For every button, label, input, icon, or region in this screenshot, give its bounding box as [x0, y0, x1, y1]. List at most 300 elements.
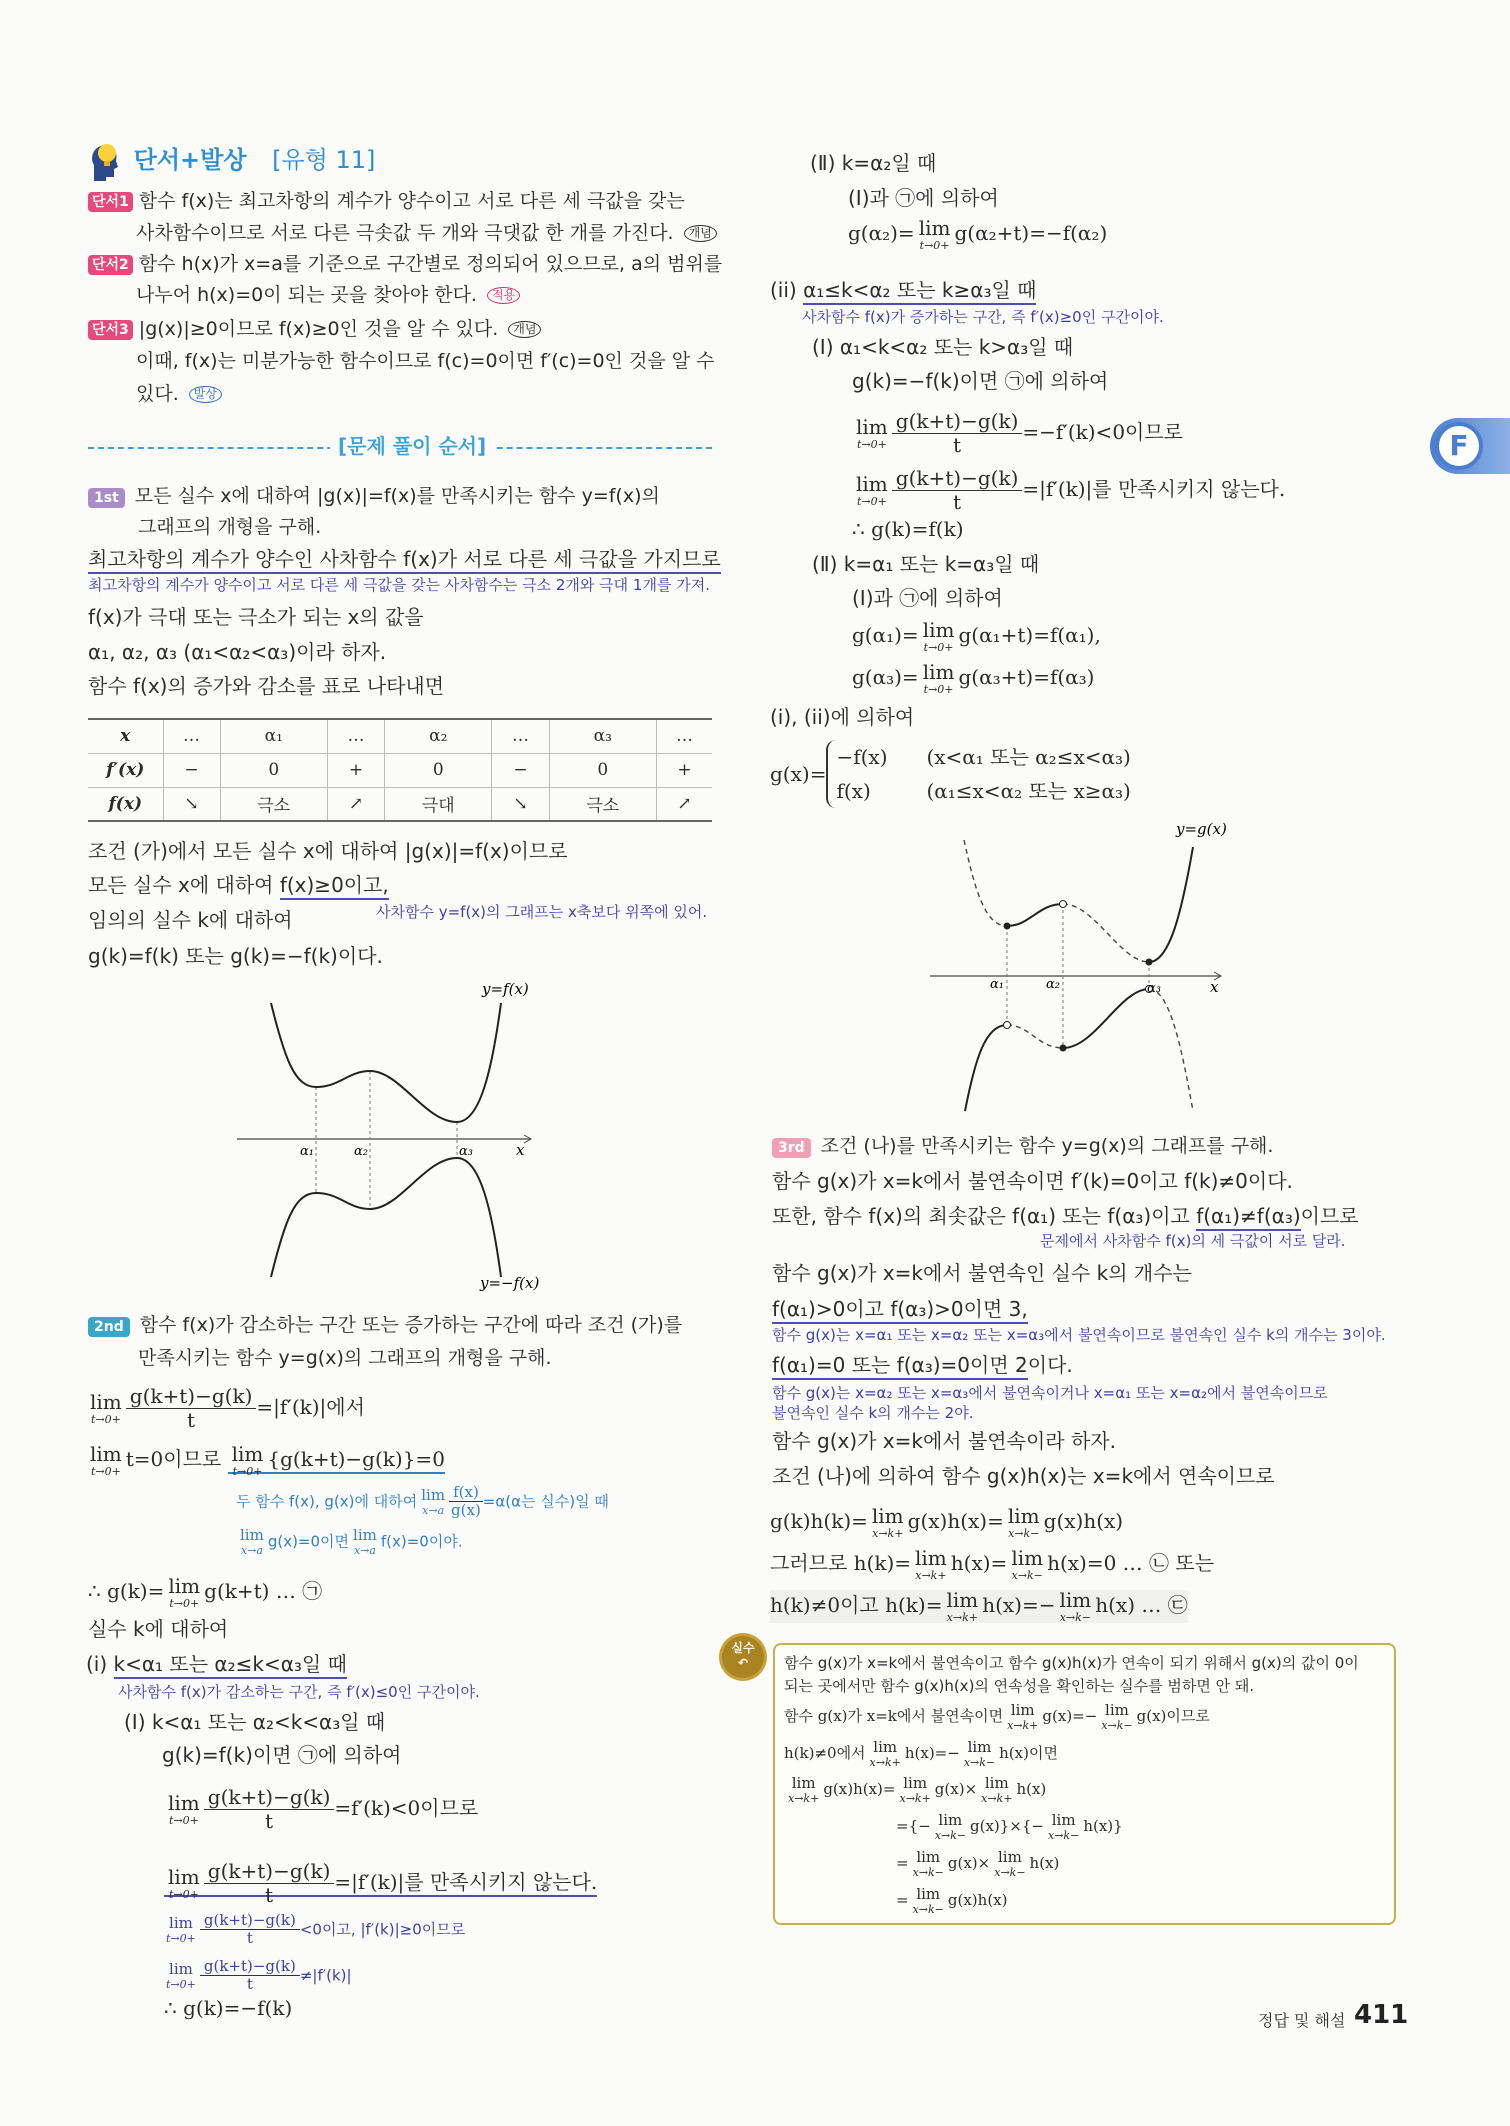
text: h(x) … ㉢: [1095, 1593, 1188, 1617]
cell: α₂: [385, 719, 492, 753]
text: 두 함수 f(x), g(x)에 대하여: [236, 1492, 418, 1511]
lim-text: lim: [1010, 1701, 1035, 1719]
text: h(x)=0 … ㉡ 또는: [1047, 1551, 1215, 1575]
fraction: [200, 1958, 300, 1994]
text: =: [896, 1891, 909, 1909]
chapter-letter: F: [1435, 422, 1483, 470]
lim-subscript: x→k−: [963, 1756, 996, 1769]
text: h(x)}: [1083, 1817, 1123, 1835]
text: h(k)≠0에서: [784, 1744, 866, 1762]
text: h(x)=: [950, 1551, 1008, 1575]
lim-subscript: t→0+: [923, 641, 954, 654]
equation: [86, 1444, 445, 1477]
text-line: (i), (ii)에 의하여: [770, 705, 915, 729]
label-alpha2: α₂: [354, 1144, 368, 1159]
lim-subscript: x→k+: [981, 1792, 1013, 1805]
hint-text: |g(x)|≥0이므로 f(x)≥0인 것을 알 수 있다.: [138, 318, 499, 340]
lim-text: lim: [967, 1738, 992, 1756]
lim-text: lim: [918, 216, 951, 240]
case-i: [86, 1651, 347, 1677]
lim-subscript: x→k−: [912, 1866, 944, 1879]
equation: [852, 467, 1285, 514]
label-alpha3: α₃: [1147, 981, 1161, 996]
lim-subscript: x→k−: [1048, 1829, 1080, 1842]
equation: [784, 1776, 1046, 1804]
lim-text: lim: [1011, 1546, 1044, 1570]
lim-text: lim: [169, 1913, 193, 1932]
cell: x: [88, 719, 163, 753]
lim-subscript: t→0+: [232, 1465, 263, 1478]
text: 또한, 함수 f(x)의 최솟값은 f(α₁) 또는 f(α₃)이고: [772, 1204, 1190, 1228]
lim-subscript: x→k−: [1011, 1569, 1043, 1582]
text-line: (Ⅰ) k<α₁ 또는 α₂<k<α₃일 때: [124, 1710, 386, 1734]
lim-text: lim: [946, 1588, 979, 1612]
lim-subscript: t→0+: [168, 1888, 199, 1901]
limit-operator: [856, 417, 888, 450]
text: (i): [86, 1652, 108, 1676]
text-line: 조건 (나)에 의하여 함수 g(x)h(x)는 x=k에서 연속이므로: [772, 1464, 1275, 1488]
note: [162, 1912, 465, 1948]
text: g(x)h(x)=: [823, 1780, 896, 1798]
lim-subscript: x→a: [240, 1544, 263, 1557]
text: g(x)이므로: [1136, 1707, 1210, 1725]
lim-text: lim: [1051, 1811, 1076, 1829]
lim-subscript: x→k+: [872, 1527, 904, 1540]
limit-operator: [1060, 1590, 1092, 1623]
lim-text: lim: [231, 1442, 264, 1466]
lim-text: lim: [168, 1791, 200, 1815]
equation: [896, 1887, 1007, 1915]
apply-tag: 적용: [487, 287, 520, 304]
lim-text: lim: [873, 1738, 898, 1756]
text-line: (Ⅱ) k=α₁ 또는 k=α₃일 때: [812, 552, 1040, 576]
fraction: [449, 1484, 483, 1520]
lim-subscript: x→k+: [915, 1569, 947, 1582]
step1-heading: [88, 483, 660, 509]
filled-point: [1146, 959, 1153, 966]
step3-heading: [772, 1133, 1273, 1159]
text: g(x)}×{−: [970, 1817, 1044, 1835]
text: (ii): [770, 278, 797, 302]
lim-text: lim: [938, 1811, 963, 1829]
cell: ↗: [327, 787, 384, 821]
graph-g: [920, 820, 1260, 1120]
text: f(x)=0이야.: [380, 1532, 463, 1551]
equation: [852, 662, 1094, 695]
text-line: 되는 곳에서만 함수 g(x)h(x)의 연속성을 확인하는 실수를 범하면 안 돼.: [784, 1677, 1255, 1695]
underlined-text: α₁≤k<α₂ 또는 k≥α₃일 때: [803, 278, 1036, 305]
text: g(x)h(x): [947, 1891, 1008, 1909]
label-y-neg-f: y=−f(x): [480, 1274, 540, 1292]
hint-title: 단서+발상: [133, 146, 247, 174]
underlined-text: 최고차항의 계수가 양수인 사차함수 f(x)가 서로 다른 세 극값을 가지므로: [88, 547, 721, 574]
filled-point: [1060, 1045, 1067, 1052]
numerator: g(k+t)−g(k): [204, 1860, 335, 1884]
note: 불연속인 실수 k의 개수는 2야.: [772, 1404, 974, 1422]
text-line: 함수 g(x)가 x=k에서 불연속이라 하자.: [772, 1429, 1116, 1453]
text-line: 함수 f(x)의 증가와 감소를 표로 나타내면: [88, 674, 445, 698]
text-line: [772, 1352, 1073, 1378]
lim-subscript: t→0+: [90, 1465, 121, 1478]
text: g(x)=−: [1042, 1707, 1098, 1725]
lim-text: lim: [916, 1848, 941, 1866]
text: g(k)h(k)=: [770, 1509, 868, 1533]
fraction: [204, 1860, 335, 1907]
problem-type: [유형 11]: [272, 146, 376, 174]
cell: −: [492, 753, 549, 787]
fraction: [204, 1786, 335, 1833]
lim-subscript: t→0+: [166, 1977, 196, 1991]
fraction: [892, 467, 1023, 514]
label-x: x: [1210, 978, 1219, 996]
label-y-f: y=f(x): [482, 980, 529, 998]
open-point: [1060, 901, 1067, 908]
underlined-text: [228, 1442, 445, 1478]
cell: ↘: [163, 787, 220, 821]
footer-label: 정답 및 해설: [1258, 2011, 1346, 2030]
text: g(α₃)=: [852, 665, 919, 689]
curve-f: [271, 1003, 501, 1122]
denominator: t: [246, 1975, 253, 1994]
text-line: (Ⅰ) α₁<k<α₂ 또는 k>α₃일 때: [812, 335, 1074, 359]
lim-text: lim: [903, 1774, 928, 1792]
limit-operator: [946, 1590, 978, 1623]
hint-badge: 단서2: [88, 255, 133, 275]
text: g(x)=0이면: [267, 1532, 350, 1551]
limit-operator: [856, 474, 888, 507]
text: g(α₁)=: [852, 623, 919, 647]
text: 이다.: [1027, 1353, 1073, 1377]
text-line: 함수 g(x)가 x=k에서 불연속이면 f′(k)=0이고 f(k)≠0이다.: [772, 1169, 1293, 1193]
lim-text: lim: [922, 618, 955, 642]
lim-text: lim: [168, 1574, 201, 1598]
limit-operator: [923, 620, 955, 653]
note: 문제에서 사차함수 f(x)의 세 극값이 서로 달라.: [1040, 1232, 1346, 1250]
equation: [784, 1703, 1210, 1731]
label-alpha1: α₁: [990, 977, 1004, 992]
hint-text: 이때, f(x)는 미분가능한 함수이므로 f(c)=0이면 f′(c)=0인 것을 알 수: [136, 350, 715, 372]
lim-text: lim: [856, 415, 888, 439]
text: g(x)h(x)=: [907, 1509, 1004, 1533]
lim-text: lim: [916, 1885, 941, 1903]
cell: +: [656, 753, 712, 787]
curve-g-segment: [1063, 989, 1149, 1048]
lim-subscript: x→k+: [869, 1756, 901, 1769]
limit-operator: [935, 1813, 966, 1841]
text-line: g(k)=f(k) 또는 g(k)=−f(k)이다.: [88, 944, 383, 968]
text-line: ∴ g(k)=f(k): [852, 517, 964, 541]
limit-operator: [1011, 1548, 1043, 1581]
cell: …: [327, 719, 384, 753]
equation: [852, 620, 1101, 653]
limit-operator: [870, 1740, 901, 1768]
limit-operator: [1048, 1813, 1079, 1841]
text: g(α₃+t)=f(α₃): [958, 665, 1095, 689]
lim-text: lim: [984, 1774, 1009, 1792]
lim-text: lim: [997, 1848, 1022, 1866]
text: (x<α₁ 또는 α₂≤x<α₃): [926, 745, 1131, 769]
hint-text: 함수 h(x)가 x=a를 기준으로 구간별로 정의되어 있으므로, a의 범위를: [138, 253, 723, 275]
fraction: [200, 1912, 300, 1948]
curve-neg-f-dashed: [1007, 1025, 1063, 1048]
lim-subscript: x→k+: [899, 1792, 931, 1805]
text: h(x): [1029, 1854, 1060, 1872]
table-row: [88, 719, 712, 753]
cell: −: [163, 753, 220, 787]
label-y-g: y=g(x): [1176, 820, 1227, 838]
text: h(x)=−: [904, 1744, 960, 1762]
filled-point: [1004, 923, 1011, 930]
cell: +: [327, 753, 384, 787]
equation: [784, 1740, 1058, 1768]
cell: f(x): [88, 787, 163, 821]
text-line: 함수 g(x)가 x=k에서 불연속이고 함수 g(x)h(x)가 연속이 되기 위해서 g(x)의 값이 0이: [784, 1654, 1359, 1672]
text: 그러므로 h(k)=: [770, 1551, 912, 1575]
equation: [164, 1860, 597, 1907]
text: =−f′(k)<0이므로: [1022, 420, 1184, 444]
lim-text: lim: [791, 1774, 816, 1792]
step-text: 만족시키는 함수 y=g(x)의 그래프의 개형을 구해.: [138, 1347, 552, 1369]
equation: [848, 218, 1107, 251]
hint-text: 있다.: [136, 383, 179, 405]
limit-operator: [788, 1776, 819, 1804]
cell: 극소: [549, 787, 656, 821]
text-line: (Ⅱ) k=α₂일 때: [810, 151, 937, 175]
text: g(α₁+t)=f(α₁),: [958, 623, 1101, 647]
lim-text: lim: [90, 1390, 122, 1414]
text: =: [896, 1854, 909, 1872]
lim-text: lim: [421, 1485, 446, 1504]
text-line: [772, 1203, 1359, 1229]
limit-operator: [1008, 1506, 1040, 1539]
limit-operator: [232, 1444, 264, 1477]
mistake-badge: [722, 1636, 764, 1678]
lim-subscript: x→k−: [994, 1866, 1026, 1879]
lim-subscript: t→0+: [166, 1931, 196, 1945]
limit-operator: [872, 1506, 904, 1539]
text: −f(x): [836, 745, 888, 769]
equation: [852, 410, 1183, 457]
text: h(x): [1016, 1780, 1047, 1798]
text: =|f′(k)|를 만족시키지 않는다.: [334, 1870, 598, 1894]
text-line: ∴ g(k)=−f(k): [164, 1996, 293, 2020]
underlined-text: k<α₁ 또는 α₂≤k<α₃일 때: [114, 1652, 347, 1679]
cell: ↗: [656, 787, 712, 821]
lim-subscript: x→k+: [946, 1611, 978, 1624]
denominator: t: [246, 1929, 253, 1948]
numerator: g(k+t)−g(k): [126, 1385, 257, 1409]
step-badge: 1st: [88, 488, 125, 508]
lim-subscript: x→k−: [934, 1829, 966, 1842]
lim-subscript: x→k−: [1101, 1719, 1133, 1732]
table-row: [88, 787, 712, 821]
chapter-tab[interactable]: [1430, 418, 1510, 474]
text-line: f(x)가 극대 또는 극소가 되는 x의 값을: [88, 605, 424, 629]
text: g(x)×: [947, 1854, 991, 1872]
numerator: g(k+t)−g(k): [892, 410, 1023, 434]
note: 사차함수 f(x)가 감소하는 구간, 즉 f′(x)≤0인 구간이야.: [118, 1683, 480, 1701]
limit-operator: [168, 1793, 200, 1826]
numerator: g(k+t)−g(k): [200, 1958, 300, 1976]
label-alpha2: α₂: [1046, 977, 1060, 992]
lim-subscript: x→k+: [1007, 1719, 1039, 1732]
lim-subscript: t→0+: [168, 1814, 199, 1827]
lim-subscript: t→0+: [919, 239, 950, 252]
curve-g-segment: [1149, 847, 1193, 962]
lim-text: lim: [168, 1865, 200, 1889]
cell: 극소: [220, 787, 327, 821]
badge-text: 실수: [731, 1641, 755, 1655]
denominator: t: [953, 433, 962, 457]
note: 함수 g(x)는 x=α₁ 또는 x=α₂ 또는 x=α₃에서 불연속이므로 불연속인 실수 k의 개수는 3이야.: [772, 1326, 1386, 1344]
text: {g(k+t)−g(k)}=0: [267, 1447, 445, 1471]
hint-3-cont: [136, 348, 714, 374]
limit-operator: [166, 1959, 196, 1991]
hint-text: 함수 f(x)는 최고차항의 계수가 양수이고 서로 다른 세 극값을 갖는: [138, 190, 685, 212]
cell: …: [163, 719, 220, 753]
step-text: 그래프의 개형을 구해.: [138, 516, 322, 538]
step-badge: 2nd: [88, 1317, 130, 1337]
underlined-text: f(α₁)=0 또는 f(α₃)=0이면 2: [772, 1353, 1028, 1380]
hint-3: [88, 316, 541, 342]
note: 함수 g(x)는 x=α₂ 또는 x=α₃에서 불연속이거나 x=α₁ 또는 x=α₂에서 불연속이므로: [772, 1384, 1328, 1402]
graph-f-and-neg-f: [230, 980, 570, 1295]
lim-subscript: t→0+: [169, 1597, 200, 1610]
denominator: t: [953, 490, 962, 514]
cell: 0: [385, 753, 492, 787]
limit-operator: [1007, 1703, 1038, 1731]
lim-subscript: x→k+: [788, 1792, 820, 1805]
lim-text: lim: [915, 1546, 947, 1570]
text-line: α₁, α₂, α₃ (α₁<α₂<α₃)이라 하자.: [88, 640, 387, 664]
limit-operator: [923, 662, 955, 695]
hint-badge: 단서3: [88, 320, 133, 340]
note: [236, 1484, 609, 1520]
lim-text: lim: [240, 1526, 264, 1544]
equation: [164, 1786, 478, 1833]
text: g(x)h(x): [1043, 1509, 1124, 1533]
step-text: 모든 실수 x에 대하여 |g(x)|=f(x)를 만족시키는 함수 y=f(x)의: [134, 485, 660, 507]
cell: 0: [549, 753, 656, 787]
step-text: 함수 f(x)가 감소하는 구간 또는 증가하는 구간에 따라 조건 (가)를: [139, 1314, 683, 1336]
text: g(α₂)=: [848, 221, 915, 245]
text: ∴ g(k)=: [88, 1579, 165, 1603]
note: [236, 1528, 463, 1556]
limit-operator: [166, 1913, 196, 1945]
lim-text: lim: [90, 1442, 122, 1466]
equation: [896, 1813, 1123, 1841]
lim-subscript: x→k−: [1008, 1527, 1040, 1540]
note: 사차함수 f(x)가 증가하는 구간, 즉 f′(x)≥0인 구간이야.: [802, 308, 1164, 326]
hint-text: 사차함수이므로 서로 다른 극솟값 두 개와 극댓값 한 개를 가진다.: [136, 222, 674, 244]
equation: [88, 1576, 322, 1609]
text: 함수 g(x)가 x=k에서 불연속이면: [784, 1707, 1004, 1725]
step2-heading: [88, 1312, 682, 1338]
limit-operator: [90, 1444, 122, 1477]
limit-operator: [168, 1867, 200, 1900]
concept-tag: 개념: [684, 225, 717, 242]
text: 모든 실수 x에 대하여: [88, 873, 274, 897]
lim-text: lim: [169, 1959, 193, 1978]
text: t=0이므로: [125, 1447, 222, 1471]
text: f(x): [836, 779, 871, 803]
underlined-text: f(α₁)≠f(α₃): [1196, 1204, 1300, 1231]
text-line: 조건 (가)에서 모든 실수 x에 대하여 |g(x)|=f(x)이므로: [88, 839, 568, 863]
limit-operator: [919, 218, 951, 251]
step-text: 조건 (나)를 만족시키는 함수 y=g(x)의 그래프를 구해.: [820, 1135, 1274, 1157]
equation: [770, 1506, 1123, 1539]
hint-1-cont: [136, 220, 717, 246]
label-alpha3: α₃: [459, 1144, 473, 1159]
limit-operator: [90, 1392, 122, 1425]
lim-text: lim: [871, 1504, 904, 1528]
text: g(k+t) … ㉠: [204, 1579, 323, 1603]
lim-text: lim: [1059, 1588, 1092, 1612]
lim-subscript: t→0+: [856, 495, 887, 508]
lim-subscript: x→a: [353, 1544, 376, 1557]
hint-3-cont2: [136, 381, 222, 407]
note: 최고차항의 계수가 양수이고 서로 다른 세 극값을 갖는 사차함수는 극소 2개와 극대 1개를 가져.: [88, 576, 710, 594]
text: =α(α는 실수)일 때: [482, 1492, 609, 1511]
text: h(k)≠0이고 h(k)=: [770, 1593, 943, 1617]
lim-text: lim: [1007, 1504, 1040, 1528]
equation: [770, 1548, 1214, 1581]
text: h(x)이면: [999, 1744, 1058, 1762]
lim-subscript: t→0+: [90, 1413, 121, 1426]
idea-tag: 발상: [189, 386, 222, 403]
lim-subscript: t→0+: [856, 438, 887, 451]
table-row: [88, 753, 712, 787]
open-point: [1004, 1022, 1011, 1029]
denominator: t: [265, 1883, 274, 1907]
cell: …: [492, 719, 549, 753]
curve-g-segment: [1007, 904, 1063, 926]
limit-operator: [899, 1776, 930, 1804]
text: g(x)×: [934, 1780, 978, 1798]
limit-operator: [1101, 1703, 1132, 1731]
cell: ↘: [492, 787, 549, 821]
hint-text: 나누어 h(x)=0이 되는 곳을 찾아야 한다.: [136, 284, 477, 306]
hint-1: [88, 188, 685, 214]
text: h(x)=−: [982, 1593, 1056, 1617]
limit-operator: [913, 1850, 944, 1878]
curve-f-dashed: [1063, 904, 1149, 962]
curve-g-segment: [965, 1025, 1007, 1111]
cell: α₃: [549, 719, 656, 753]
numerator: f(x): [449, 1484, 483, 1502]
lim-subscript: x→k−: [1059, 1611, 1092, 1624]
text: =|f′(k)|를 만족시키지 않는다.: [1022, 477, 1286, 501]
text: g(α₂+t)=−f(α₂): [954, 221, 1108, 245]
hint-2-cont: [136, 282, 520, 308]
increase-decrease-table: [88, 718, 712, 822]
text-line: g(k)=−f(k)이면 ㉠에 의하여: [852, 369, 1109, 393]
curve-f-dashed: [964, 840, 1063, 926]
case-ii: [770, 277, 1036, 303]
note: [162, 1958, 352, 1994]
text-line: g(k)=f(k)이면 ㉠에 의하여: [162, 1743, 402, 1767]
underlined-text: f(α₁)>0이고 f(α₃)>0이면 3,: [772, 1297, 1028, 1324]
text-line: 함수 g(x)가 x=k에서 불연속인 실수 k의 개수는: [772, 1261, 1192, 1285]
lightbulb-head-icon: [88, 141, 122, 181]
cell: …: [656, 719, 712, 753]
limit-operator: [915, 1548, 947, 1581]
cell: f′(x): [88, 753, 163, 787]
text-line: 임의의 실수 k에 대하여: [88, 908, 293, 932]
lim-subscript: x→a: [422, 1503, 445, 1517]
text-line: 실수 k에 대하여: [88, 1617, 229, 1641]
lim-subscript: t→0+: [923, 683, 954, 696]
